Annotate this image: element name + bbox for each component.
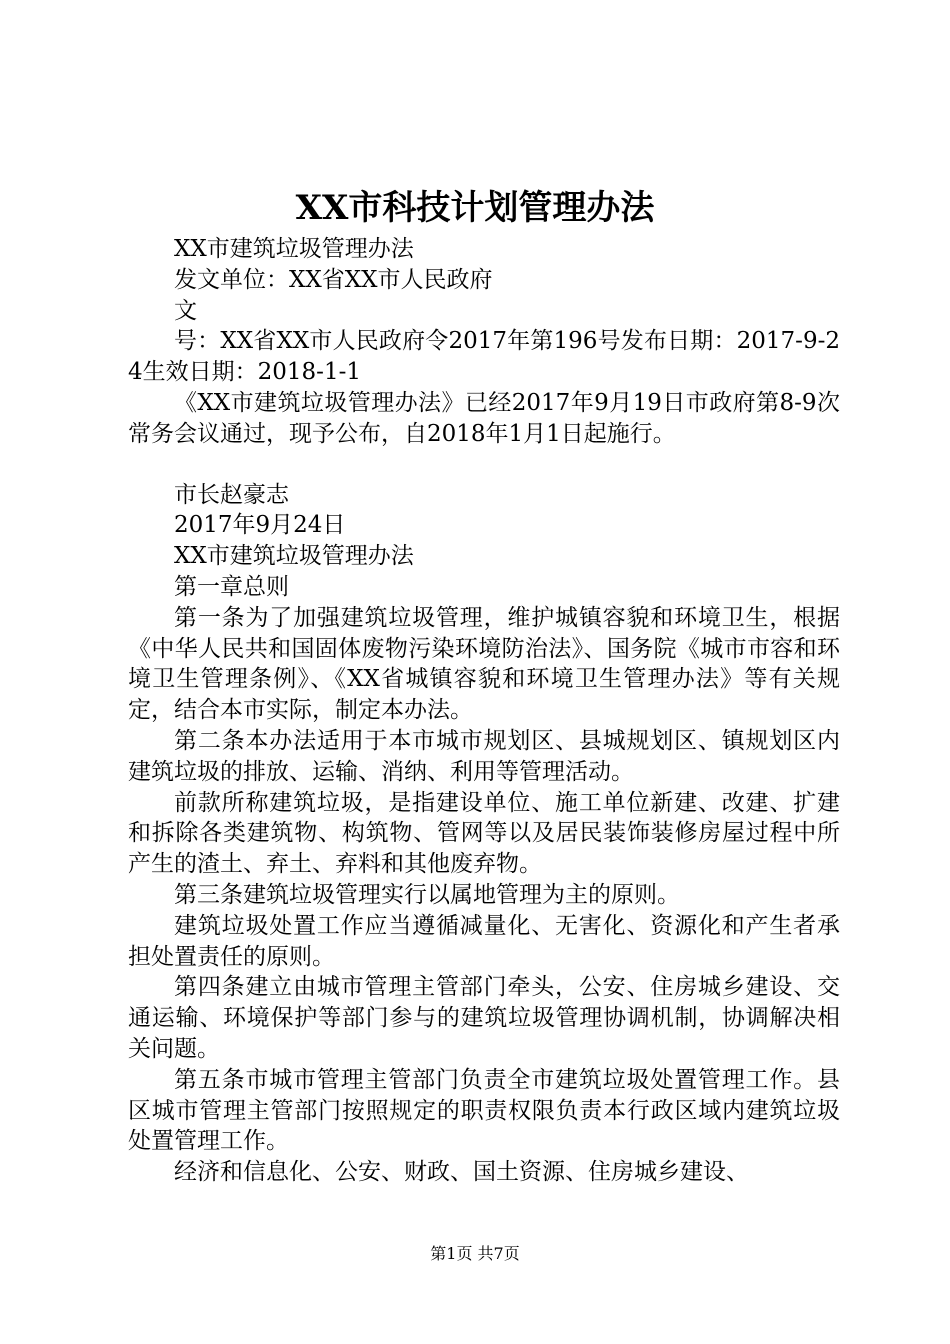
paragraph-gap [128, 450, 840, 480]
paragraph: XX市建筑垃圾管理办法 [174, 236, 414, 262]
paragraph: 第五条市城市管理主管部门负责全市建筑垃圾处置管理工作。县区城市管理主管部门按照规定的职责权限负责本行政区域内建筑垃圾处置管理工作。 [128, 1066, 840, 1155]
page-number: 第1页 共7页 [430, 1244, 520, 1263]
document-body [128, 234, 840, 1188]
paragraph: 《XX市建筑垃圾管理办法》已经2017年9月19日市政府第8-9次常务会议通过，现予公布，自2018年1月1日起施行。 [128, 389, 840, 447]
paragraph: 第一条为了加强建筑垃圾管理，维护城镇容貌和环境卫生，根据《中华人民共和国固体废物污染环境防治法》、国务院《城市市容和环境卫生管理条例》、《XX省城镇容貌和环境卫生管理办法》等有关规定，结合本市实际，制定本办法。 [128, 604, 840, 724]
paragraph: 经济和信息化、公安、财政、国土资源、住房城乡建设、 [174, 1159, 749, 1186]
paragraph: 2017年9月24日 [174, 512, 346, 539]
paragraph: 建筑垃圾处置工作应当遵循减量化、无害化、资源化和产生者承担处置责任的原则。 [128, 912, 840, 970]
paragraph: 号：XX省XX市人民政府令2017年第196号发布日期：2017-9-24生效日期：2018-1-1 [128, 328, 840, 386]
paragraph: XX市建筑垃圾管理办法 [174, 543, 414, 570]
paragraph: 发文单位：XX省XX市人民政府 [174, 266, 493, 293]
paragraph: 市长赵豪志 [174, 481, 289, 508]
paragraph: 第三条建筑垃圾管理实行以属地管理为主的原则。 [174, 881, 680, 908]
document-title: XX市科技计划管理办法 [295, 188, 655, 228]
paragraph: 第四条建立由城市管理主管部门牵头，公安、住房城乡建设、交通运输、环境保护等部门参与的建筑垃圾管理协调机制，协调解决相关问题。 [128, 974, 840, 1062]
paragraph: 文 [174, 297, 197, 324]
paragraph: 第一章总则 [174, 573, 289, 600]
paragraph: 前款所称建筑垃圾，是指建设单位、施工单位新建、改建、扩建和拆除各类建筑物、构筑物、管网等以及居民装饰装修房屋过程中所产生的渣土、弃土、弃料和其他废弃物。 [128, 789, 840, 878]
paragraph: 第二条本办法适用于本市城市规划区、县城规划区、镇规划区内建筑垃圾的排放、运输、消纳、利用等管理活动。 [128, 727, 840, 785]
